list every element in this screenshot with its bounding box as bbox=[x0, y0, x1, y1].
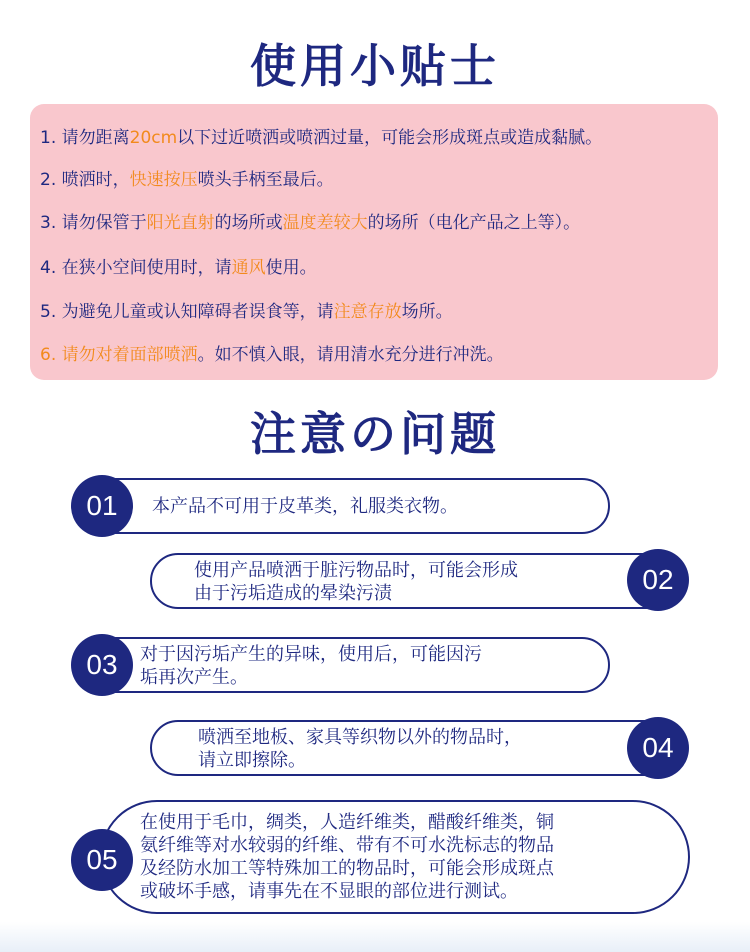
note-text bbox=[140, 811, 554, 903]
bottom-decoration bbox=[0, 922, 750, 952]
note-badge: 04 bbox=[627, 717, 689, 779]
note-line: 或破坏手感，请事先在不显眼的部位进行测试。 bbox=[140, 881, 518, 902]
tip-text: 。如不慎入眼，请用清水充分进行冲洗。 bbox=[197, 345, 504, 365]
note-text bbox=[152, 495, 458, 518]
note-text bbox=[140, 643, 482, 689]
tip-highlight: 20cm bbox=[129, 128, 178, 148]
note-line: 请立即擦除。 bbox=[198, 750, 306, 771]
tip-highlight: 通风 bbox=[231, 258, 266, 278]
tip-highlight: 快速按压 bbox=[129, 170, 198, 190]
tip-4 bbox=[40, 253, 317, 278]
tip-text: 请勿距离 bbox=[61, 128, 130, 148]
tip-highlight: 温度差较大 bbox=[282, 213, 368, 233]
note-line: 由于污垢造成的晕染污渍 bbox=[194, 583, 392, 604]
tip-text: 请勿保管于 bbox=[61, 213, 147, 233]
notes-title: 注意の问题 bbox=[250, 407, 500, 461]
note-line: 垢再次产生。 bbox=[140, 667, 248, 688]
note-line: 使用产品喷洒于脏污物品时，可能会形成 bbox=[194, 560, 518, 581]
note-05 bbox=[100, 800, 690, 914]
tip-text: 喷头手柄至最后。 bbox=[197, 170, 334, 190]
note-text bbox=[198, 726, 522, 772]
tip-text: 的场所或 bbox=[214, 213, 283, 233]
tip-6 bbox=[40, 340, 504, 365]
tip-text: 为避免儿童或认知障碍者误食等，请 bbox=[61, 302, 334, 322]
note-line: 及经防水加工等特殊加工的物品时，可能会形成斑点 bbox=[140, 858, 554, 879]
tip-text: 喷洒时， bbox=[61, 170, 130, 190]
tip-number: 6. bbox=[40, 345, 62, 365]
tip-number: 1. bbox=[40, 128, 62, 148]
tip-number: 2. bbox=[40, 170, 62, 190]
tip-3 bbox=[40, 208, 580, 233]
tip-number: 4. bbox=[40, 258, 62, 278]
note-line: 喷洒至地板、家具等织物以外的物品时， bbox=[198, 727, 522, 748]
note-04 bbox=[150, 720, 680, 776]
note-01 bbox=[80, 478, 610, 534]
tips-box bbox=[30, 104, 718, 380]
note-line: 对于因污垢产生的异味，使用后，可能因污 bbox=[140, 644, 482, 665]
note-02 bbox=[150, 553, 680, 609]
tip-text: 的场所（电化产品之上等）。 bbox=[367, 213, 581, 233]
tip-text: 在狭小空间使用时，请 bbox=[61, 258, 232, 278]
tip-1 bbox=[40, 123, 602, 148]
note-line: 在使用于毛巾，绸类，人造纤维类，醋酸纤维类，铜 bbox=[140, 812, 554, 833]
tips-title: 使用小贴士 bbox=[250, 39, 500, 93]
tip-highlight: 阳光直射 bbox=[146, 213, 215, 233]
note-badge: 01 bbox=[71, 475, 133, 537]
note-03 bbox=[80, 637, 610, 693]
note-line: 氨纤维等对水较弱的纤维、带有不可水洗标志的物品 bbox=[140, 835, 554, 856]
note-badge: 05 bbox=[71, 829, 133, 891]
note-text bbox=[194, 559, 518, 605]
tip-text: 以下过近喷洒或喷洒过量，可能会形成斑点或造成黏腻。 bbox=[177, 128, 603, 148]
note-badge: 02 bbox=[627, 549, 689, 611]
tip-text: 场所。 bbox=[401, 302, 453, 322]
tip-2 bbox=[40, 165, 334, 190]
tip-highlight: 请勿对着面部喷洒 bbox=[61, 345, 198, 365]
tip-5 bbox=[40, 297, 453, 322]
tip-number: 5. bbox=[40, 302, 62, 322]
tip-highlight: 注意存放 bbox=[333, 302, 402, 322]
tip-number: 3. bbox=[40, 213, 62, 233]
note-badge: 03 bbox=[71, 634, 133, 696]
tip-text: 使用。 bbox=[265, 258, 317, 278]
note-line: 本产品不可用于皮革类，礼服类衣物。 bbox=[152, 496, 458, 517]
